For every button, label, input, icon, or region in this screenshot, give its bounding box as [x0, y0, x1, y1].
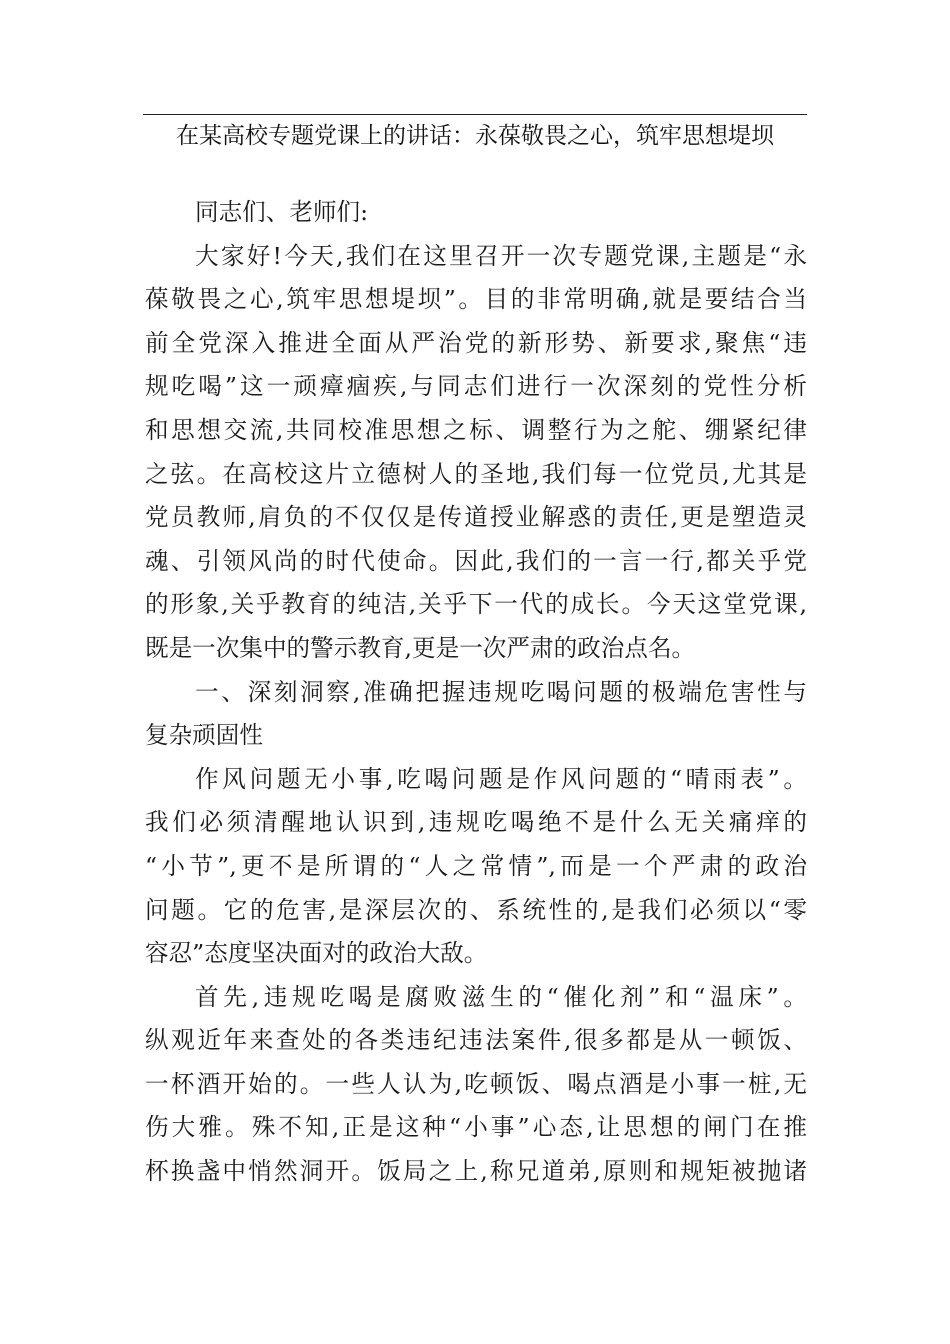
text-line: “小节”,更不是所谓的“人之常情”,而是一个严肃的政治 — [145, 851, 807, 880]
text-line: 纵观近年来查处的各类违纪违法案件,很多都是从一顿饭、 — [145, 1026, 807, 1055]
text-line: 规吃喝”这一顽瘴痼疾,与同志们进行一次深刻的党性分析 — [145, 372, 807, 401]
text-line: 问题。它的危害,是深层次的、系统性的,是我们必须以“零 — [145, 895, 807, 924]
text-line: 魂、引领风尚的时代使命。因此,我们的一言一行,都关乎党 — [145, 546, 807, 575]
document-title: 在某高校专题党课上的讲话：永葆敬畏之心，筑牢思想堤坝 — [176, 122, 774, 148]
text-line: 同志们、老师们: — [195, 198, 369, 226]
text-line: 前全党深入推进全面从严治党的新形势、新要求,聚焦“违 — [145, 328, 807, 357]
text-line: 杯换盏中悄然洞开。饭局之上,称兄道弟,原则和规矩被抛诸 — [145, 1157, 807, 1186]
text-line: 伤大雅。殊不知,正是这种“小事”心态,让思想的闸门在推 — [145, 1113, 807, 1142]
document-body — [145, 191, 807, 1194]
text-line: 的形象,关乎教育的纯洁,关乎下一代的成长。今天这堂党课, — [145, 590, 807, 619]
text-line: 复杂顽固性 — [145, 721, 263, 750]
text-line: 葆敬畏之心,筑牢思想堤坝”。目的非常明确,就是要结合当 — [145, 285, 807, 314]
text-line: 大家好!今天,我们在这里召开一次专题党课,主题是“永 — [195, 241, 807, 270]
text-line: 一、深刻洞察,准确把握违规吃喝问题的极端危害性与 — [195, 677, 807, 706]
text-line: 容忍”态度坚决面对的政治大敌。 — [145, 939, 488, 968]
text-line: 之弦。在高校这片立德树人的圣地,我们每一位党员,尤其是 — [145, 459, 807, 488]
text-line: 作风问题无小事,吃喝问题是作风问题的“晴雨表”。 — [195, 764, 807, 793]
text-line: 既是一次集中的警示教育,更是一次严肃的政治点名。 — [145, 633, 696, 662]
text-line: 首先,违规吃喝是腐败滋生的“催化剂”和“温床”。 — [195, 982, 807, 1011]
text-line: 党员教师,肩负的不仅仅是传道授业解惑的责任,更是塑造灵 — [145, 503, 807, 532]
header-rule — [143, 114, 807, 115]
text-line: 我们必须清醒地认识到,违规吃喝绝不是什么无关痛痒的 — [145, 808, 807, 837]
text-line: 一杯酒开始的。一些人认为,吃顿饭、喝点酒是小事一桩,无 — [145, 1069, 807, 1098]
text-line: 和思想交流,共同校准思想之标、调整行为之舵、绷紧纪律 — [145, 415, 807, 444]
